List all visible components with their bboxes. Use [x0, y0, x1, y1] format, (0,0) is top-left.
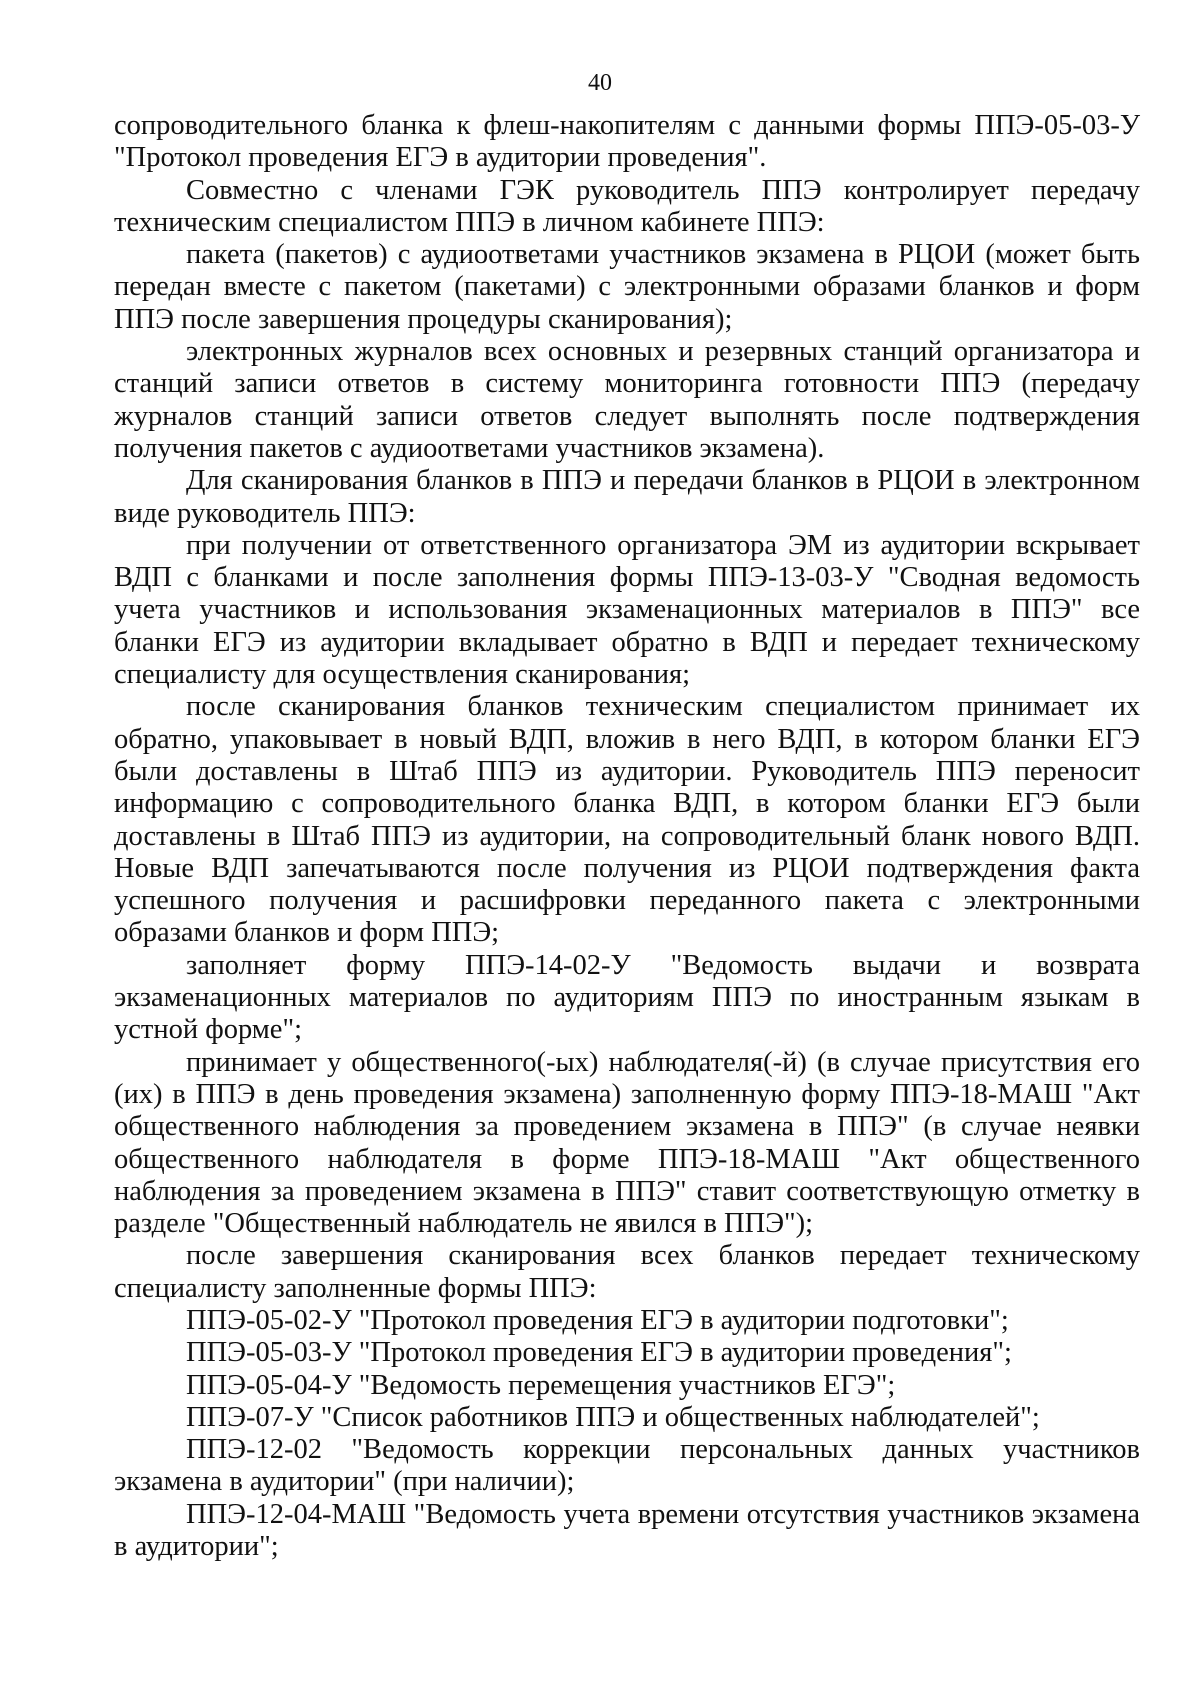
list-item: ППЭ-12-02 "Ведомость коррекции персональных данных участников экзамена в аудитории" (при наличии);: [114, 1434, 1140, 1498]
paragraph: при получении от ответственного организатора ЭМ из аудитории вскрывает ВДП с бланками и после заполнения формы ППЭ-13-03-У "Сводная ведомость учета участников и использования экзаменационных материалов в ППЭ" все бланки ЕГЭ из аудитории вкладывает обратно в ВДП и передает техническому специалисту для осуществления сканирования;: [114, 529, 1140, 691]
list-item: ППЭ-12-04-МАШ "Ведомость учета времени отсутствия участников экзамена в аудитории";: [114, 1498, 1140, 1563]
page-number: 40: [588, 70, 612, 96]
list-item: ППЭ-05-04-У "Ведомость перемещения участников ЕГЭ";: [186, 1369, 896, 1401]
paragraph: сопроводительного бланка к флеш-накопителям с данными формы ППЭ-05-03-У "Протокол проведения ЕГЭ в аудитории проведения".: [114, 110, 1140, 174]
paragraph: пакета (пакетов) с аудиоответами участников экзамена в РЦОИ (может быть передан вместе с пакетом (пакетами) с электронными образами бланков и форм ППЭ после завершения процедуры сканирования);: [114, 239, 1140, 335]
list-item: ППЭ-05-02-У "Протокол проведения ЕГЭ в аудитории подготовки";: [186, 1304, 1009, 1336]
paragraph: Для сканирования бланков в ППЭ и передачи бланков в РЦОИ в электронном виде руководитель ППЭ:: [114, 465, 1140, 529]
paragraph: заполняет форму ППЭ-14-02-У "Ведомость выдачи и возврата экзаменационных материалов по аудиториям ППЭ по иностранным языкам в устной форме";: [114, 949, 1140, 1046]
list-item: ППЭ-05-03-У "Протокол проведения ЕГЭ в аудитории проведения";: [186, 1337, 1012, 1369]
paragraph: принимает у общественного(-ых) наблюдателя(-й) (в случае присутствия его (их) в ППЭ в день проведения экзамена) заполненную форму ППЭ-18-МАШ "Акт общественного наблюдения за проведением экзамена в ППЭ" (в случае неявки общественного наблюдателя в форме ППЭ-18-МАШ "Акт общественного наблюдения за проведением экзамена в ППЭ" ставит соответствующую отметку в разделе "Общественный наблюдатель не явился в ППЭ");: [114, 1046, 1140, 1240]
paragraph: электронных журналов всех основных и резервных станций организатора и станций записи ответов в систему мониторинга готовности ППЭ (передачу журналов станций записи ответов следует выполнять после подтверждения получения пакетов с аудиоответами участников экзамена).: [114, 336, 1140, 464]
paragraph: Совместно с членами ГЭК руководитель ППЭ контролирует передачу техническим специалистом ППЭ в личном кабинете ППЭ:: [114, 174, 1140, 238]
paragraph: после сканирования бланков техническим специалистом принимает их обратно, упаковывает в новый ВДП, вложив в него ВДП, в котором бланки ЕГЭ были доставлены в Штаб ППЭ из аудитории. Руководитель ППЭ переносит информацию с сопроводительного бланка ВДП, в котором бланки ЕГЭ были доставлены в Штаб ППЭ из аудитории, на сопроводительный бланк нового ВДП. Новые ВДП запечатываются после получения из РЦОИ подтверждения факта успешного получения и расшифровки переданного пакета с электронными образами бланков и форм ППЭ;: [114, 691, 1140, 949]
document-body: [114, 110, 1140, 1563]
list-item: ППЭ-07-У "Список работников ППЭ и общественных наблюдателей";: [186, 1401, 1040, 1433]
paragraph: после завершения сканирования всех бланков передает техническому специалисту заполненные формы ППЭ:: [114, 1240, 1140, 1304]
